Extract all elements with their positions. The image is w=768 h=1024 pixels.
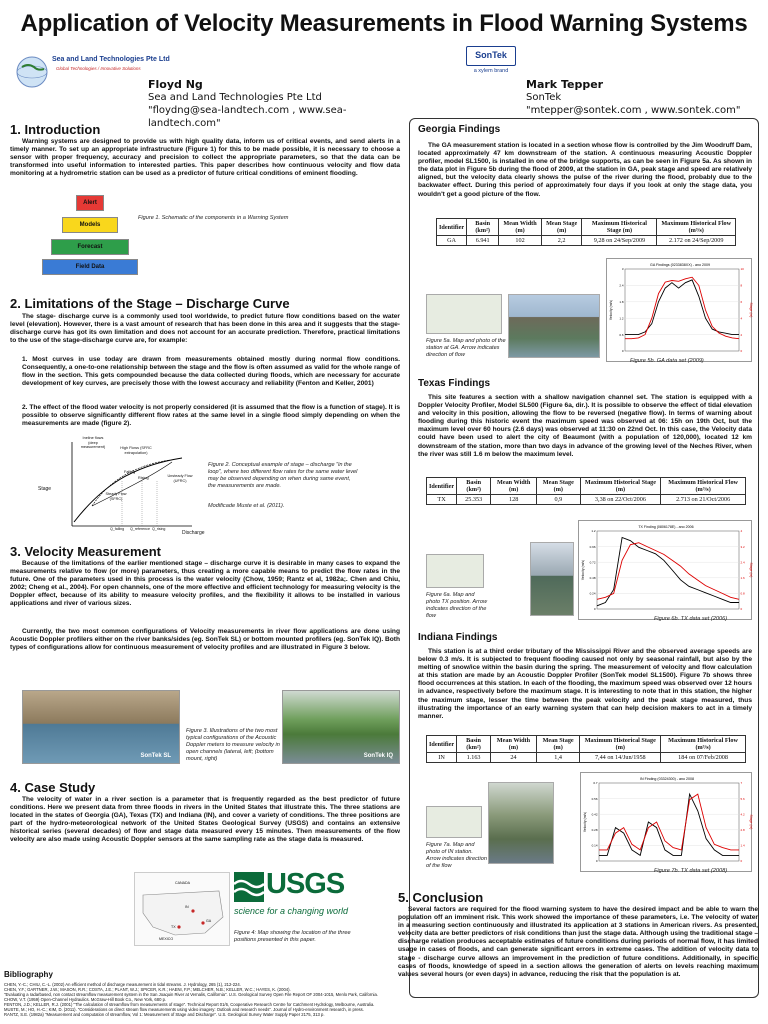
map-label-canada: CANADA — [175, 881, 190, 885]
usgs-wave-icon — [234, 872, 264, 902]
section2-point1: 1. Most curves in use today are drawn from measurements obtained mostly during normal flow conditions. Consequently, a one-to-one relationship between the stage and the flow is often assumed as valid for the whole range of flow in the section. This gets compounded because the data collected during floods, which are necessary for accurate development of key curves, are precisely those with the lowest accuracy and reliability (Fenton and Keller, 2001) — [22, 356, 400, 388]
chart-ylabel: Velocity (m/s) — [581, 559, 585, 581]
chart-y2tick: 1.6 — [740, 576, 745, 580]
poster-title: Application of Velocity Measurements in Flood Warning Systems — [20, 10, 748, 37]
in-station-map — [426, 806, 482, 838]
chart-y2tick: 0 — [740, 607, 743, 612]
chart-title: IN Finding (03324300) - ano 2008 — [640, 777, 694, 781]
usgs-logo — [234, 868, 364, 918]
author2-org: SonTek — [526, 92, 562, 103]
chart-frame — [625, 269, 739, 351]
section3-body2: Currently, the two most common configurations of Velocity measurements in river flow applications are done using Acoustic Doppler profilers either on the river banks/sides (eg. SonTek SL) or bottom mounted profilers (eg. SonTek IQ). Both types of configurations allow for continuous measurement of velocity profiles and are illustrated in Figure 3 below. — [10, 628, 400, 652]
figure7b-caption: Figure 7b. TX data set (2008) — [654, 868, 728, 874]
diagram-label-falling: Falling — [124, 470, 136, 474]
chart-y2label: Stage (m) — [749, 562, 753, 578]
table-header: Mean Stage (m) — [536, 736, 580, 753]
chart-ylabel: Velocity (m/s) — [609, 299, 613, 321]
chart-ytick: 2.4 — [619, 283, 624, 288]
georgia-table — [436, 218, 736, 246]
bib-entry: "Evaluating a radarbased, non contact streamflow measurement system in the San Joaquin River at Vernalis, California". U.S. Geological Survey Open File Report OF 2004-1015, Menlo Park, California. — [4, 992, 378, 997]
chart-ytick: 0.42 — [591, 812, 598, 817]
bib-entry: FENTON, J.D.; KELLER, R.J. (2001) "The calculation of streamflow from measurements of stage". Technical Report 01/6, Cooperative Research Centre for Catchment Hydrology, Melbourne, Australia. — [4, 1002, 375, 1007]
chart-y2tick: 10 — [740, 267, 744, 272]
table-cell: TX — [427, 495, 457, 505]
table-header: Maximum Historical Stage (m) — [582, 219, 657, 236]
pyramid-alert: Alert — [76, 195, 104, 211]
section1-body: Warning systems are designed to provide us with high quality data, inform us of critical events, and send alerts in a timely manner. To set up an appropriate infrastructure (Figure 1) for this to be made possible, it is necessary to choose a sensor with proper frequency, accuracy and precision to collect the appropriate parameters, so that the data can be transformed into useful information to interested parties. This paper describes how continuous velocity and flow data monitoring at a hydrometric station can be used as a predictor of future critical conditions of eminent flooding. — [10, 138, 400, 178]
chart-series-line-stage — [625, 277, 739, 339]
chart-series-line-stage — [597, 543, 739, 600]
figure5b-caption: Figure 5b. GA data set (2009) — [630, 358, 704, 364]
table-cell: 3,38 on 22/Oct/2006 — [580, 495, 661, 505]
diagram-tick-reference: Q_reference — [130, 527, 150, 531]
bib-entry: RANTZ, S.E. (1982a) "Measurement and computation of streamflow, Vol 1: Measurement of Stage and Discharge". U.S. Geological Survey Water Supply Paper 2175, 313 p. — [4, 1012, 325, 1017]
map-label-ga: GA — [206, 919, 212, 923]
table-cell: 24 — [491, 753, 537, 763]
ga-chart-svg — [607, 259, 753, 363]
sontek-sl-illustration — [22, 690, 180, 764]
author2-contact: "mtepper@sontek.com , www.sontek.com" — [526, 105, 741, 116]
chart-y2tick: 4 — [740, 529, 743, 534]
table-cell: 6.941 — [467, 236, 499, 246]
ga-station-map — [426, 294, 502, 334]
chart-y2tick: 2.8 — [740, 828, 745, 832]
table-cell: 102 — [499, 236, 542, 246]
tx-chart — [578, 520, 752, 620]
bib-entry: CHOW, V.T. (1959) Open-Channel Hydraulics. McGraw-Hill Book Co., New York, 680 p. — [4, 997, 167, 1002]
pyramid-field-data: Field Data — [42, 259, 138, 275]
table-header: Basin (km²) — [457, 478, 491, 495]
chart-series-line-velocity — [625, 280, 739, 335]
bib-entry: CHEN, Y.F.; GARTNER, J.W.; MASON, R.R.; COSTA, J.E.; PLANT, W.J.; SPICER, K.R.; HAENI, F.P.; MELCHER, N.B.; KELLER, W.C.; HAYES, K. (2004). — [4, 987, 291, 992]
sontek-logo-box: SonTek — [466, 46, 516, 66]
bib-entry: CHEN, Y.-C.; CHIU, C.-L. (2002) An efficient method of discharge measurement in tidal streams. J. Hydrology, 265 (1), 212-224. — [4, 982, 241, 987]
table-cell: 1,4 — [536, 753, 580, 763]
figure6b-caption: Figure 6b. TX data set (2006) — [654, 616, 728, 622]
chart-y2tick: 2 — [740, 332, 743, 337]
tx-station-photo — [530, 542, 574, 616]
sealand-tagline: Global Technologies / Innovative Solutions — [56, 66, 141, 71]
chart-y2tick: 6 — [740, 300, 743, 304]
diagram-tick-falling: Q_falling — [110, 527, 125, 531]
figure7a-caption: Figure 7a. Map and photo of IN station. Arrow indicates direction of the flow — [426, 842, 487, 869]
table-header: Maximum Historical Stage (m) — [580, 478, 661, 495]
chart-ytick: 0 — [595, 859, 598, 864]
section2-point2: 2. The effect of the flood water velocity is not properly considered (it is assumed that the flow is a function of stage). It is possible to observe significantly different flow rates at the same level in a single flood simply depending on when the measurements are made (figure 2). — [22, 404, 400, 428]
georgia-body: The GA measurement station is located in a section whose flow is controlled by the Jim Woodruff Dam, located approximately 47 km downstream of the station. A continuous measuring Acoustic Doppler profiler, model SL1500, is installed in one of the bridge supports, as can be seen in Figure 5a. As shown in the data plot in Figure 5b during the flood of 2009, at the station in GA, peak stage and speed are relatively aligned, but the velocity data clearly shows the pulse of the river during the flood, probably due to the backwater effect. During this period of approximately four days if you look at only the stage data, you wouldn't get a good picture of the flow. — [418, 142, 752, 198]
conclusion-heading: 5. Conclusion — [398, 890, 484, 905]
chart-ytick: 0 — [621, 349, 624, 354]
section4-body: The velocity of water in a river section is a parameter that is frequently regarded as the best predictor of future conditions. Here we present data from three floods in rivers in the United States that illustrate this. The three stations are located in the states of Georgia (GA), Texas (TX) and Indiana (IN), and cover a variety of conditions. The three positions are part of the hydro-meteorological network of the United States Geological Survey (USGS) and contains an extensive historical series (several decades) of flow and stage data measured every 15 minutes. Then measurements of the flow velocity are also made using Acoustic Doppler sensors at the same sampling rate as the stage data is measured. — [10, 796, 400, 844]
figure1-caption: Figure 1. Schematic of the components in a Warning System — [138, 215, 289, 221]
chart-ytick: 0.6 — [619, 332, 624, 337]
chart-ytick: 3 — [621, 267, 624, 272]
chart-y2tick: 4 — [740, 316, 743, 321]
chart-y2label: Stage (m) — [749, 814, 753, 830]
indiana-table — [426, 735, 746, 763]
author2-block — [526, 78, 766, 117]
figure2-caption: Figure 2. Conceptual example of stage – discharge "in the loop", where two different flow rates for the same water level may be observed depending on when during same event, the measurements are made. — [208, 462, 358, 489]
sealand-logo-text: Sea and Land Technologies Pte Ltd — [52, 56, 170, 63]
table-header: Maximum Historical Flow (m³/s) — [661, 736, 746, 753]
usgs-tagline: science for a changing world — [234, 906, 349, 916]
table-cell: 0,9 — [537, 495, 581, 505]
chart-ytick: 0.56 — [591, 796, 598, 801]
table-header: Mean Width (m) — [491, 478, 537, 495]
table-header: Identifier — [437, 219, 467, 236]
diagram-label-unsteady: Unsteady Flow (UFRC) — [167, 474, 193, 483]
map-label-tx: TX — [171, 925, 176, 929]
tx-station-map — [426, 554, 484, 588]
chart-frame — [599, 783, 739, 861]
table-cell: IN — [427, 753, 457, 763]
table-cell: 1.163 — [457, 753, 491, 763]
table-cell: 128 — [491, 495, 537, 505]
in-chart — [580, 772, 752, 872]
chart-y2tick: 7 — [740, 781, 743, 786]
sontek-iq-label: SonTek IQ — [363, 753, 393, 759]
table-cell: 184 on 07/Feb/2008 — [661, 753, 746, 763]
table-header: Maximum Historical Flow (m³/s) — [661, 478, 746, 495]
section2-heading: 2. Limitations of the Stage – Discharge Curve — [10, 296, 290, 311]
chart-ytick: 0.24 — [589, 591, 596, 596]
table-cell: GA — [437, 236, 467, 246]
table-cell: 7,44 on 14/Jun/1958 — [580, 753, 661, 763]
figure3-caption: Figure 3. Illustrations of the two most typical configurations of the Acoustic Doppler meters to measure velocity in open channels (lateral, left; (bottom mount, right) — [186, 728, 280, 762]
figure2-credit: Modificade Muste et al. (2011). — [208, 503, 285, 509]
chart-y2tick: 0 — [740, 859, 743, 864]
diagram-tick-rising: Q_rising — [152, 527, 166, 531]
bibliography-heading: Bibliography — [4, 970, 53, 979]
chart-y2tick: 3.2 — [740, 544, 745, 549]
chart-y2tick: 0.8 — [740, 591, 745, 596]
in-chart-svg — [581, 773, 753, 873]
chart-ytick: 0.48 — [589, 576, 596, 580]
pyramid-forecast: Forecast — [51, 239, 129, 255]
table-cell: 2.172 on 24/Sep/2009 — [657, 236, 736, 246]
warning-pyramid — [40, 193, 140, 279]
diagram-x-label: Discharge — [182, 530, 205, 536]
chart-y2tick: 0 — [740, 349, 743, 354]
chart-ylabel: Velocity (m/s) — [583, 811, 587, 833]
stage-discharge-diagram — [38, 436, 205, 536]
diagram-label-highflow: High Flows (SFRC extrapolation) — [120, 446, 152, 455]
bib-entry: MUSTE, M.; HO, H.-C.; KIM, D. (2011). "Considerations on direct stream flow measurements using video imagery: Outlook and research needs". Journal of Hydro-environment research, in press. — [4, 1007, 364, 1012]
chart-series-line-velocity — [597, 538, 739, 606]
chart-y2tick: 5.6 — [740, 796, 745, 801]
texas-body: This site features a section with a shallow navigation channel set. The station is equipped with a Doppler Velocity Profiler, Model SL500 (Figure 6a, dir.). It is possible to observe the effect of tidal elevation and velocity in this position, allowing the flow to be reversed (negative flow). In terms of warning about flooding during this historic event the maximum speed was observed at 06: 15h on 19th Oct, but the maximum level over 60 hours (2.6 days) was observed at 11:30 on 22nd Oct. In this case, the Velocity data could have been used to alert the city of Beaumont (with a population of 120,000), located 12 km downstream of the station, more than two days in advance of the growing level of the Neches River, when the river was still 1.6 m below the maximum level. — [418, 394, 752, 458]
table-cell: 25.353 — [457, 495, 491, 505]
georgia-heading: Georgia Findings — [418, 124, 501, 135]
section3-body1: Because of the limitations of the earlier mentioned stage – discharge curve it is desirable in many cases to expand the measurements relative to flow (or more) parameters, thus creating a more capable means to predict the flow rates in the future. One of the parameters used in this process is the water velocity (Chow, 1959; Rantz et al, 1982a;. Chen and Chiu, 2002; Cheng et al., 2004). For open channels, one of the more effective and efficient technology for measuring velocity is the Doppler effect, because of its ability to measure velocity profiles, and the flexibility it allows to be installed in various applications and river of various sizes. — [10, 560, 400, 608]
chart-title: GA Findings (0233838XX) - ano 2009 — [650, 263, 710, 267]
table-header: Identifier — [427, 478, 457, 495]
chart-ytick: 0.7 — [593, 781, 598, 786]
table-header: Mean Width (m) — [499, 219, 542, 236]
table-header: Identifier — [427, 736, 457, 753]
chart-y2label: Stage (m) — [749, 302, 753, 318]
table-header: Basin (km²) — [457, 736, 491, 753]
chart-y2tick: 2.4 — [740, 560, 745, 565]
figure6a-caption: Figure 6a. Map and photo TX position. Arrow indicates direction of the flow — [426, 592, 488, 619]
author1-block — [148, 78, 408, 130]
table-header: Mean Stage (m) — [537, 478, 581, 495]
sontek-iq-illustration — [282, 690, 400, 764]
ga-station-photo — [508, 294, 600, 358]
table-header: Mean Width (m) — [491, 736, 537, 753]
section1-heading: 1. Introduction — [10, 122, 101, 137]
author1-contact: "floydng@sea-landtech.com , www.sea-landtech.com" — [148, 105, 347, 129]
chart-ytick: 0.96 — [589, 544, 596, 549]
table-cell: 9,28 on 24/Sep/2009 — [582, 236, 657, 246]
table-header: Maximum Historical Flow (m³/s) — [657, 219, 736, 236]
diagram-label-rising: Rising — [138, 476, 149, 480]
indiana-heading: Indiana Findings — [418, 632, 498, 643]
chart-ytick: 0.28 — [591, 828, 598, 832]
section2-body: The stage- discharge curve is a commonly used tool worldwide, to predict future flow conditions based on the water level (elevation). However, there is a vast amount of research that has been done in this area and it suggests that the stage-discharge curve has got its own limitation and does not account for an accurate prediction. Therefore, practical limitations to the use of the stage-discharge curve are, for example: — [10, 313, 400, 345]
sontek-tagline: a xylem brand — [473, 68, 509, 74]
author2-name: Mark Tepper — [526, 78, 604, 91]
texas-table — [426, 477, 746, 505]
author1-org: Sea and Land Technologies Pte Ltd — [148, 92, 322, 103]
map-label-mexico: MEXICO — [159, 937, 174, 941]
chart-ytick: 0 — [593, 607, 596, 612]
section3-heading: 3. Velocity Measurement — [10, 544, 162, 559]
chart-ytick: 1.2 — [619, 316, 624, 321]
table-header: Mean Stage (m) — [541, 219, 582, 236]
section4-heading: 4. Case Study — [10, 780, 96, 795]
chart-ytick: 0.14 — [591, 843, 598, 848]
table-cell: 2,2 — [541, 236, 582, 246]
ga-chart — [606, 258, 752, 362]
author1-name: Floyd Ng — [148, 78, 203, 91]
texas-heading: Texas Findings — [418, 378, 491, 389]
pyramid-models: Models — [62, 217, 118, 233]
chart-title: TX Finding (0806178E) - ano 2006 — [638, 525, 694, 529]
diagram-label-inline: Ineline flows (deep measurement) — [80, 436, 106, 449]
chart-y2tick: 1.4 — [740, 843, 745, 848]
sealand-logo — [14, 52, 170, 92]
in-station-photo — [488, 782, 554, 864]
chart-y2tick: 8 — [740, 283, 743, 288]
chart-ytick: 0.72 — [589, 560, 596, 565]
usa-location-map — [134, 872, 230, 946]
chart-ytick: 1.8 — [619, 300, 624, 304]
map-label-in: IN — [185, 905, 189, 909]
diagram-y-label: Stage — [38, 486, 52, 492]
sontek-sl-label: SonTek SL — [140, 753, 171, 759]
table-cell: 2.713 on 21/Oct/2006 — [661, 495, 746, 505]
indiana-body: This station is at a third order tributary of the Mississippi River and the observed average speeds are below 0.3 m/s. It is subjected to frequent flooding caused not only by seasonal rainfall, but also by the melting of snow/ice within the basin during the spring. The measurement of velocity and flow calculation at this station are made by an Acoustic Doppler Profiler (SonTek model SL1500). Figure 7b shows three flood occurrences at this station. In each of the flooding, the maximum speed was observed over 12 hours in advance, respectively before the maximum stage. It is interesting to note that in this station, the higher the maximum stage, lesser the time between the peak velocity and the peak stage measured, thus illustrating the importance of an early warning system that can help decision makers to act in a timely manner. — [418, 648, 752, 720]
diagram-label-steady: Steady Flow (SFRC) — [105, 492, 127, 501]
chart-series-line-stage — [599, 794, 739, 850]
chart-ytick: 1.2 — [591, 529, 596, 534]
chart-y2tick: 4.2 — [740, 812, 745, 817]
conclusion-body: Several factors are required for the flood warning system to have the desired impact and be able to warn the population off an imminent risk. This work showed the importance of these parameters, i.e. The velocity of water in a measuring section continuously and illustrated its application at 3 stations in American rivers. As presented, velocity data are better predictors of risk conditions than just the stage data. Although using the traditional stage – discharge relation produces acceptable estimates of future conditions during periods of normal flow, it has limited usage in cases of floods, and can generate significant errors in extreme cases. The addition of velocity data to stage - discharge curve allows an improvement in the prediction of future conditions. Additionally, in specific cases of floods, knowledge of speed in a section allows the generation of alerts on levels reaching maximum values several hours (or even days) in advance, reducing the risk that the population is at. — [398, 906, 758, 978]
figure4-caption: Figure 4: Map showing the location of the three positions presented in this paper. — [234, 930, 351, 943]
sontek-logo — [466, 46, 516, 78]
figure5a-caption: Figure 5a. Map and photo of the station at GA. Arrow indicates direction of flow — [426, 338, 506, 358]
table-header: Basin (km²) — [467, 219, 499, 236]
table-header: Maximum Historical Stage (m) — [580, 736, 661, 753]
tx-chart-svg — [579, 521, 753, 621]
usgs-wordmark: USGS — [266, 868, 345, 900]
